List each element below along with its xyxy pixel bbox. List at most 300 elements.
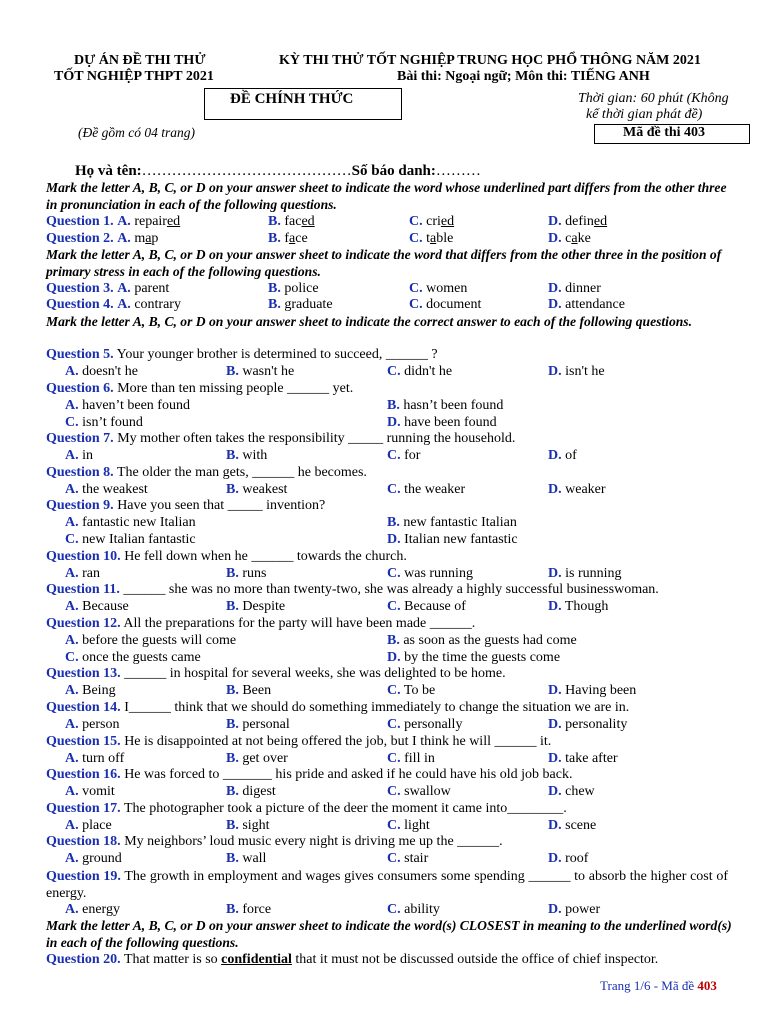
- option-text: chew: [565, 784, 595, 799]
- option-a[interactable]: [65, 515, 196, 531]
- question-text: That matter is so: [123, 952, 218, 967]
- option-letter: B.: [226, 566, 239, 581]
- option-letter: C.: [387, 784, 401, 799]
- option-a[interactable]: [65, 448, 93, 464]
- option-a[interactable]: [65, 566, 100, 582]
- option-b[interactable]: [226, 784, 276, 800]
- option-a[interactable]: [65, 482, 148, 498]
- option-text: digest: [242, 784, 276, 799]
- question-text: The growth in employment and wages gives consumers some spending ______ to absorb the higher cost of energy.: [46, 869, 728, 901]
- question-9: [46, 498, 325, 514]
- option-text: person: [82, 717, 120, 732]
- option-b[interactable]: [226, 566, 266, 582]
- option-letter: B.: [226, 364, 239, 379]
- option-text: hasn’t been found: [403, 398, 504, 413]
- option-a[interactable]: [65, 717, 119, 733]
- option-letter: D.: [548, 297, 562, 312]
- option-b[interactable]: [226, 364, 294, 380]
- option-text: fill in: [404, 751, 435, 766]
- question-18: [46, 834, 503, 850]
- option-text: Been: [242, 683, 272, 698]
- underlined-word: confidential: [221, 952, 292, 967]
- option-b[interactable]: [226, 717, 290, 733]
- name-label: Họ và tên:: [75, 163, 142, 179]
- option-letter: A.: [65, 398, 79, 413]
- option-text: repair: [134, 214, 167, 229]
- option-letter: B.: [226, 482, 239, 497]
- question-text: ______ she was no more than twenty-two, she was already a highly successful businesswoman.: [123, 582, 659, 597]
- option-letter: C.: [387, 448, 401, 463]
- option-letter: B.: [226, 448, 239, 463]
- option-c[interactable]: [387, 482, 465, 498]
- question-label: Question 17.: [46, 801, 121, 816]
- option-c[interactable]: [65, 532, 196, 548]
- question-text: The photographer took a picture of the deer the moment it came into________.: [123, 801, 567, 816]
- option-letter: C.: [65, 415, 79, 430]
- option-letter: C.: [387, 482, 401, 497]
- candidate-line: [75, 163, 481, 180]
- option-letter: D.: [548, 231, 562, 246]
- option-a[interactable]: [65, 599, 129, 615]
- option-letter: D.: [548, 599, 562, 614]
- option-letter: C.: [387, 751, 401, 766]
- option-text: was running: [404, 566, 473, 581]
- option-text: didn't he: [404, 364, 453, 379]
- option-text: by the time the guests come: [404, 650, 561, 665]
- project-title-line2: TỐT NGHIỆP THPT 2021: [54, 69, 214, 84]
- option-text: place: [82, 818, 112, 833]
- option-b[interactable]: [226, 448, 267, 464]
- option-letter: D.: [548, 448, 562, 463]
- option-text: sight: [242, 818, 270, 833]
- option-d[interactable]: [548, 566, 622, 582]
- option-text: for: [404, 448, 421, 463]
- option-c[interactable]: [409, 297, 481, 313]
- option-text: ce: [295, 231, 308, 246]
- question-14: [46, 700, 629, 716]
- underlined-part: a: [289, 231, 296, 246]
- option-text: take after: [565, 751, 618, 766]
- question-text: that it must not be discussed outside the office of chief inspector.: [295, 952, 659, 967]
- option-letter: B.: [226, 683, 239, 698]
- question-label: Question 2.: [46, 231, 114, 246]
- option-text: fantastic new Italian: [82, 515, 196, 530]
- option-d[interactable]: [548, 231, 591, 247]
- option-letter: C.: [387, 566, 401, 581]
- option-text: weaker: [565, 482, 606, 497]
- option-text: light: [404, 818, 430, 833]
- option-d[interactable]: [548, 902, 600, 918]
- option-letter: C.: [409, 214, 423, 229]
- option-letter: D.: [548, 566, 562, 581]
- option-text: personal: [242, 717, 290, 732]
- time-line2: kể thời gian phát đề): [586, 107, 703, 122]
- option-text: once the guests came: [82, 650, 201, 665]
- underlined-part: a: [571, 231, 578, 246]
- option-c[interactable]: [409, 214, 454, 230]
- option-letter: B.: [387, 398, 400, 413]
- id-blank: ………: [435, 163, 481, 179]
- option-d[interactable]: [548, 683, 636, 699]
- option-d[interactable]: [387, 650, 560, 666]
- option-c[interactable]: [409, 231, 453, 247]
- option-text: turn off: [82, 751, 125, 766]
- option-b[interactable]: [268, 231, 308, 247]
- option-text: contrary: [134, 297, 181, 312]
- option-letter: A.: [65, 902, 79, 917]
- option-letter: D.: [387, 650, 401, 665]
- question-label: Question 7.: [46, 431, 114, 446]
- option-a[interactable]: [65, 751, 124, 767]
- option-letter: D.: [548, 751, 562, 766]
- option-letter: D.: [548, 717, 562, 732]
- option-c[interactable]: [387, 364, 452, 380]
- option-letter: A.: [117, 214, 131, 229]
- option-text: have been found: [404, 415, 497, 430]
- option-text: roof: [565, 851, 589, 866]
- option-letter: B.: [387, 515, 400, 530]
- question-text: More than ten missing people ______ yet.: [117, 381, 354, 396]
- option-letter: D.: [548, 683, 562, 698]
- option-letter: A.: [117, 231, 131, 246]
- pages-note: (Đề gồm có 04 trang): [78, 125, 195, 140]
- question-label: Question 18.: [46, 834, 121, 849]
- page-number: Trang 1/6 - Mã đề: [600, 978, 695, 993]
- option-letter: B.: [226, 599, 239, 614]
- question-text: I______ think that we should do something immediately to change the situation we are in.: [124, 700, 630, 715]
- question-label: Question 6.: [46, 381, 114, 396]
- option-text: women: [426, 281, 468, 296]
- question-text: The older the man gets, ______ he becomes.: [116, 465, 367, 480]
- question-label: Question 11.: [46, 582, 120, 597]
- exam-code: Mã đề thi 403: [623, 125, 706, 140]
- question-text: He fell down when he ______ towards the church.: [124, 549, 407, 564]
- option-b[interactable]: [226, 482, 287, 498]
- question-label: Question 15.: [46, 734, 121, 749]
- id-label: Số báo danh:: [351, 163, 436, 179]
- option-text: stair: [404, 851, 429, 866]
- option-b[interactable]: [387, 633, 577, 649]
- option-letter: D.: [387, 532, 401, 547]
- option-text: isn't he: [565, 364, 605, 379]
- project-title-line1: DỰ ÁN ĐỀ THI THỬ: [74, 53, 206, 68]
- question-8: [46, 465, 367, 481]
- option-text: wall: [242, 851, 267, 866]
- option-letter: C.: [409, 281, 423, 296]
- option-text: fac: [284, 214, 302, 229]
- question-text: ______ in hospital for several weeks, she was delighted to be home.: [124, 666, 506, 681]
- question-4: [46, 297, 181, 313]
- option-text: isn’t found: [82, 415, 143, 430]
- option-letter: B.: [268, 231, 281, 246]
- option-text: wasn't he: [242, 364, 295, 379]
- question-text: Have you seen that _____ invention?: [117, 498, 326, 513]
- option-b[interactable]: [268, 214, 315, 230]
- option-text: personally: [404, 717, 463, 732]
- question-label: Question 4.: [46, 297, 114, 312]
- option-a[interactable]: [65, 398, 190, 414]
- option-text: p: [151, 231, 159, 246]
- question-label: Question 13.: [46, 666, 121, 681]
- option-d[interactable]: [387, 415, 497, 431]
- option-text: graduate: [284, 297, 333, 312]
- option-text: before the guests will come: [82, 633, 237, 648]
- option-letter: A.: [117, 297, 131, 312]
- option-letter: C.: [387, 902, 401, 917]
- option-c[interactable]: [409, 281, 467, 297]
- option-text: defin: [565, 214, 594, 229]
- option-text: runs: [242, 566, 267, 581]
- option-a[interactable]: [65, 364, 138, 380]
- option-letter: C.: [387, 717, 401, 732]
- option-text: haven’t been found: [82, 398, 190, 413]
- option-letter: D.: [548, 364, 562, 379]
- instruction-stress: Mark the letter A, B, C, or D on your answer sheet to indicate the word that differs from the other three in the position of primary stress in each of the following questions.: [46, 247, 722, 279]
- option-text: vomit: [82, 784, 115, 799]
- exam-title: KỲ THI THỬ TỐT NGHIỆP TRUNG HỌC PHỔ THÔNG NĂM 2021: [279, 53, 701, 68]
- option-letter: C.: [387, 599, 401, 614]
- option-letter: C.: [65, 650, 79, 665]
- option-text: ran: [82, 566, 101, 581]
- option-text: Because of: [404, 599, 466, 614]
- option-c[interactable]: [387, 851, 428, 867]
- question-label: Question 5.: [46, 347, 114, 362]
- option-text: new Italian fantastic: [82, 532, 196, 547]
- question-text: All the preparations for the party will have been made ______.: [123, 616, 476, 631]
- question-text: He is disappointed at not being offered the job, but I think he will ______ it.: [124, 734, 552, 749]
- question-15: [46, 734, 551, 750]
- question-13: [46, 666, 506, 682]
- option-letter: B.: [268, 281, 281, 296]
- option-c[interactable]: [387, 599, 466, 615]
- option-letter: D.: [548, 818, 562, 833]
- option-letter: A.: [65, 364, 79, 379]
- option-a[interactable]: [65, 784, 115, 800]
- option-b[interactable]: [226, 599, 285, 615]
- question-2: [46, 231, 158, 247]
- question-7: [46, 431, 515, 447]
- question-label: Question 19.: [46, 869, 121, 884]
- option-c[interactable]: [387, 683, 435, 699]
- option-letter: D.: [387, 415, 401, 430]
- option-letter: D.: [548, 851, 562, 866]
- question-3: [46, 281, 169, 297]
- option-d[interactable]: [548, 448, 577, 464]
- option-text: Having been: [565, 683, 637, 698]
- option-letter: A.: [65, 683, 79, 698]
- option-text: in: [82, 448, 94, 463]
- option-b[interactable]: [226, 683, 271, 699]
- option-text: document: [426, 297, 482, 312]
- instruction-correct: Mark the letter A, B, C, or D on your answer sheet to indicate the correct answer to each of the following questions.: [46, 314, 692, 329]
- question-20: [46, 952, 658, 968]
- option-letter: A.: [65, 851, 79, 866]
- option-text: personality: [565, 717, 628, 732]
- option-letter: B.: [387, 633, 400, 648]
- question-label: Question 20.: [46, 952, 121, 967]
- option-text: To be: [403, 683, 436, 698]
- option-d[interactable]: [548, 818, 596, 834]
- option-letter: C.: [409, 297, 423, 312]
- option-letter: A.: [65, 633, 79, 648]
- question-text: My mother often takes the responsibility _____ running the household.: [117, 431, 516, 446]
- option-b[interactable]: [387, 398, 503, 414]
- instruction-pronunciation: Mark the letter A, B, C, or D on your answer sheet to indicate the word whose underlined part differs from the other three in pronunciation in each of the following questions.: [46, 180, 727, 212]
- option-text: parent: [134, 281, 170, 296]
- option-letter: B.: [268, 297, 281, 312]
- option-b[interactable]: [268, 281, 319, 297]
- option-text: Because: [82, 599, 129, 614]
- option-text: t: [426, 231, 431, 246]
- option-text: weakest: [242, 482, 288, 497]
- question-11: [46, 582, 659, 598]
- question-10: [46, 549, 407, 565]
- option-letter: A.: [65, 482, 79, 497]
- option-c[interactable]: [387, 448, 420, 464]
- option-text: swallow: [404, 784, 451, 799]
- option-text: Despite: [242, 599, 286, 614]
- option-letter: D.: [548, 482, 562, 497]
- option-d[interactable]: [548, 214, 607, 230]
- option-text: force: [242, 902, 272, 917]
- option-d[interactable]: [548, 851, 588, 867]
- option-letter: B.: [226, 851, 239, 866]
- option-d[interactable]: [548, 364, 605, 380]
- option-d[interactable]: [548, 281, 601, 297]
- option-letter: C.: [65, 532, 79, 547]
- option-text: m: [134, 231, 146, 246]
- option-text: Being: [82, 683, 116, 698]
- option-letter: B.: [226, 818, 239, 833]
- option-text: with: [242, 448, 268, 463]
- option-letter: D.: [548, 214, 562, 229]
- option-text: ke: [577, 231, 591, 246]
- question-label: Question 10.: [46, 549, 121, 564]
- option-text: the weaker: [404, 482, 466, 497]
- option-letter: B.: [226, 751, 239, 766]
- option-letter: A.: [65, 566, 79, 581]
- option-a[interactable]: [65, 818, 112, 834]
- option-d[interactable]: [548, 297, 625, 313]
- option-letter: A.: [65, 448, 79, 463]
- question-text: My neighbors’ loud music every night is driving me up the ______.: [124, 834, 503, 849]
- underlined-part: ed: [166, 214, 181, 229]
- option-text: f: [284, 231, 290, 246]
- underlined-part: ed: [440, 214, 455, 229]
- option-d[interactable]: [548, 717, 627, 733]
- option-letter: C.: [387, 364, 401, 379]
- option-letter: A.: [65, 599, 79, 614]
- option-text: power: [565, 902, 601, 917]
- option-a[interactable]: [65, 683, 116, 699]
- option-text: is running: [565, 566, 622, 581]
- option-letter: C.: [409, 231, 423, 246]
- option-b[interactable]: [387, 515, 517, 531]
- option-letter: B.: [268, 214, 281, 229]
- option-d[interactable]: [387, 532, 518, 548]
- option-text: Though: [564, 599, 609, 614]
- page-footer: [600, 978, 717, 994]
- option-text: c: [565, 231, 572, 246]
- option-d[interactable]: [548, 482, 606, 498]
- option-letter: C.: [387, 851, 401, 866]
- option-a[interactable]: [65, 902, 120, 918]
- option-c[interactable]: [65, 415, 143, 431]
- option-d[interactable]: [548, 751, 618, 767]
- question-12: [46, 616, 475, 632]
- option-text: ability: [404, 902, 440, 917]
- option-a[interactable]: [65, 633, 236, 649]
- option-text: dinner: [565, 281, 601, 296]
- question-1: [46, 214, 180, 230]
- question-17: [46, 801, 567, 817]
- option-c[interactable]: [65, 650, 201, 666]
- option-letter: C.: [387, 818, 401, 833]
- option-c[interactable]: [387, 902, 440, 918]
- option-letter: A.: [65, 515, 79, 530]
- option-text: get over: [242, 751, 288, 766]
- question-19: [46, 868, 728, 902]
- option-d[interactable]: [548, 599, 608, 615]
- official-label: ĐỀ CHÍNH THỨC: [230, 91, 354, 107]
- option-text: of: [565, 448, 577, 463]
- question-6: [46, 381, 353, 397]
- question-label: Question 12.: [46, 616, 121, 631]
- option-letter: A.: [65, 717, 79, 732]
- option-text: new fantastic Italian: [403, 515, 517, 530]
- option-b[interactable]: [226, 751, 288, 767]
- question-label: Question 1.: [46, 214, 114, 229]
- option-letter: B.: [226, 902, 239, 917]
- option-c[interactable]: [387, 717, 462, 733]
- question-text: Your younger brother is determined to succeed, ______ ?: [116, 347, 438, 362]
- option-text: ground: [82, 851, 122, 866]
- option-b[interactable]: [226, 818, 270, 834]
- option-letter: D.: [548, 281, 562, 296]
- option-letter: B.: [226, 784, 239, 799]
- option-a[interactable]: [65, 851, 122, 867]
- underlined-part: a: [430, 231, 437, 246]
- underlined-part: a: [145, 231, 152, 246]
- option-c[interactable]: [387, 818, 430, 834]
- option-b[interactable]: [226, 851, 266, 867]
- option-letter: D.: [548, 902, 562, 917]
- option-text: Italian new fantastic: [404, 532, 518, 547]
- option-letter: C.: [387, 683, 401, 698]
- option-text: cri: [426, 214, 441, 229]
- option-letter: D.: [548, 784, 562, 799]
- exam-subject: Bài thi: Ngoại ngữ; Môn thi: TIẾNG ANH: [397, 69, 650, 84]
- question-label: Question 8.: [46, 465, 114, 480]
- question-16: [46, 767, 572, 783]
- option-b[interactable]: [226, 902, 271, 918]
- option-c[interactable]: [387, 566, 473, 582]
- question-label: Question 3.: [46, 281, 114, 296]
- option-letter: A.: [65, 784, 79, 799]
- option-b[interactable]: [268, 297, 333, 313]
- time-line1: Thời gian: 60 phút (Không: [578, 91, 729, 106]
- option-letter: B.: [226, 717, 239, 732]
- option-d[interactable]: [548, 784, 595, 800]
- question-5: [46, 347, 438, 363]
- option-text: doesn't he: [82, 364, 138, 379]
- underlined-part: ed: [593, 214, 608, 229]
- instruction-closest: Mark the letter A, B, C, or D on your answer sheet to indicate the word(s) CLOSEST in meaning to the underlined word(s) in each of the following questions.: [46, 918, 732, 950]
- option-c[interactable]: [387, 751, 435, 767]
- question-label: Question 9.: [46, 498, 114, 513]
- option-text: ble: [436, 231, 454, 246]
- option-c[interactable]: [387, 784, 451, 800]
